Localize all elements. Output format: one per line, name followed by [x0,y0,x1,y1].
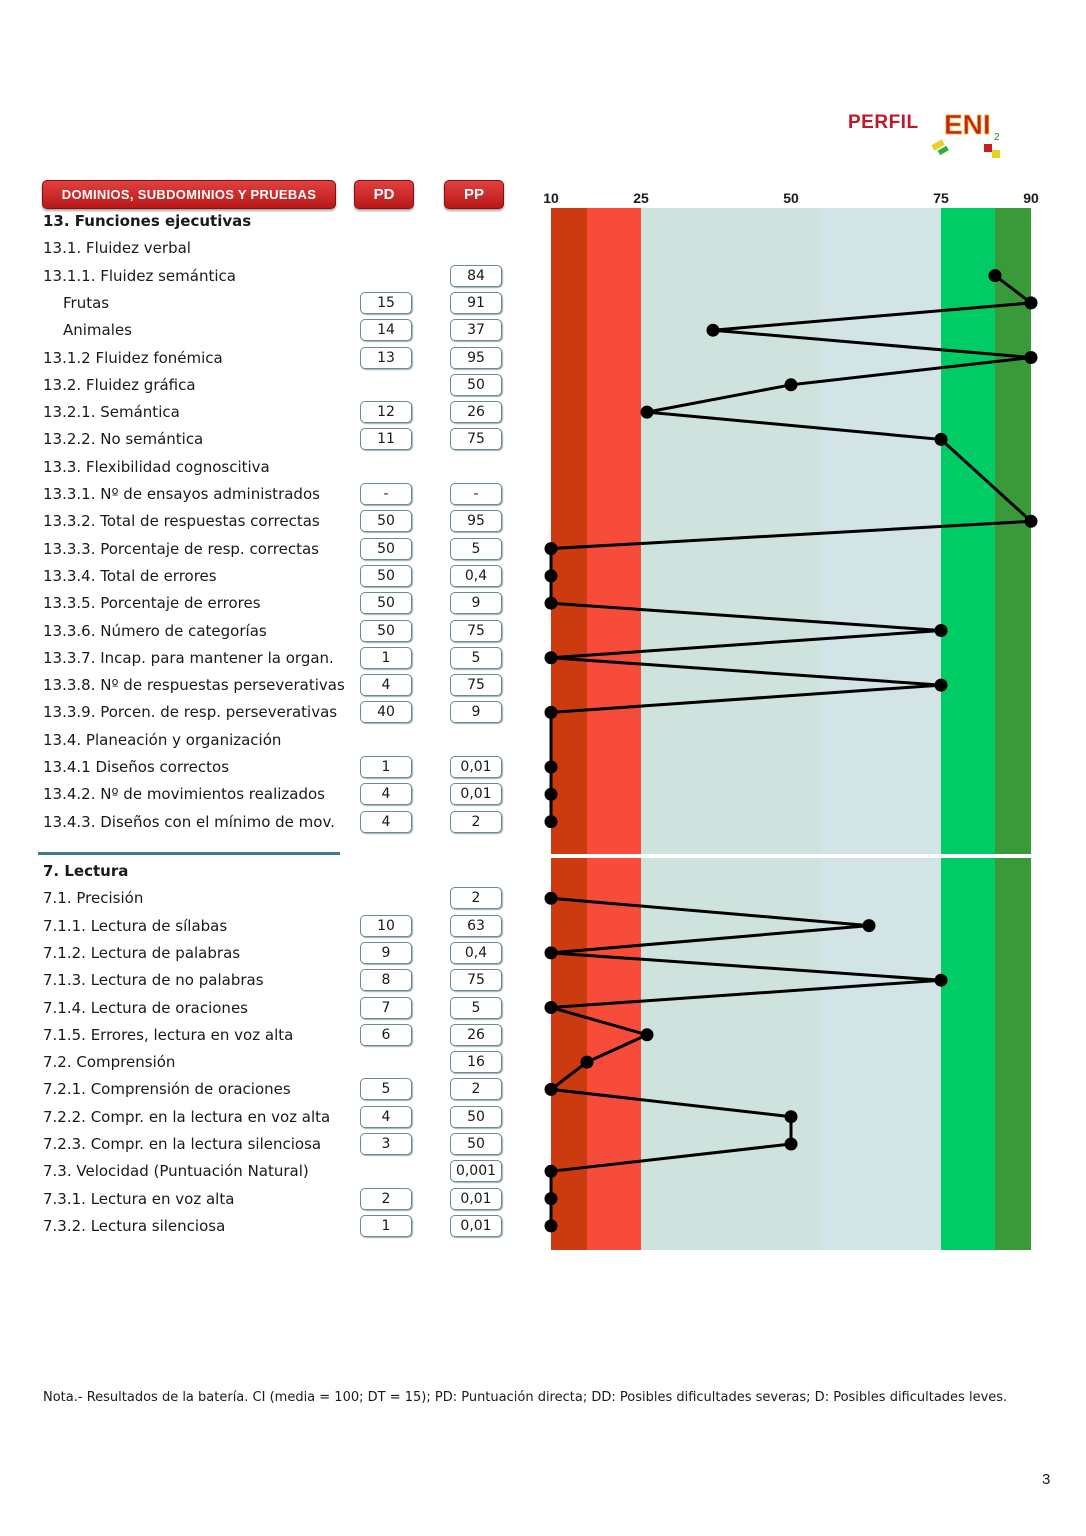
pp-value: 9 [450,592,502,614]
row-label: 7.3.2. Lectura silenciosa [43,1216,226,1235]
row-label: 7. Lectura [43,862,129,880]
pp-value: 75 [450,969,502,991]
pp-value: 26 [450,401,502,423]
pd-value: 5 [360,1078,412,1100]
data-point [545,597,558,610]
pd-value: 8 [360,969,412,991]
row-label: Frutas [63,293,110,312]
footnote: Nota.- Resultados de la batería. CI (media = 100; DT = 15); PD: Puntuación directa; DD: Posibles dificultades severas; D: Posibles dificultades leves. [43,1390,1008,1405]
pp-value: 5 [450,538,502,560]
pd-value: 7 [360,997,412,1019]
pd-value: 40 [360,701,412,723]
data-point [785,1138,798,1151]
pd-value: 50 [360,620,412,642]
row-label: 13.3.3. Porcentaje de resp. correctas [43,539,319,558]
row-label: 7.1. Precisión [43,889,144,908]
data-point [545,651,558,664]
row-label: 7.2.3. Compr. en la lectura silenciosa [43,1135,322,1153]
pd-value: 14 [360,319,412,341]
pp-value: 63 [450,915,502,937]
row-label: 7.1.1. Lectura de sílabas [43,916,228,935]
pp-value: 50 [450,374,502,396]
row-label: 13.3.1. Nº de ensayos administrados [43,485,320,503]
pp-value: 50 [450,1133,502,1155]
pd-value: 12 [360,401,412,423]
pp-value: 26 [450,1024,502,1046]
pp-value: 16 [450,1051,502,1073]
pp-value: 2 [450,811,502,833]
pp-value: 75 [450,428,502,450]
score-band [821,858,941,1250]
pd-value: 4 [360,1106,412,1128]
pp-value: 37 [450,319,502,341]
data-point [545,892,558,905]
data-point [545,1083,558,1096]
header-pd: PD [354,180,414,209]
pd-value: 4 [360,811,412,833]
row-label: 7.2.1. Comprensión de oraciones [43,1080,291,1099]
pd-value: 1 [360,1215,412,1237]
data-point [707,324,720,337]
x-tick-label: 10 [543,190,559,206]
pp-value: 75 [450,620,502,642]
data-point [785,378,798,391]
row-label: 13.2.2. No semántica [43,430,204,449]
x-tick-label: 25 [633,190,649,206]
data-point [545,1192,558,1205]
logo-text: ENI [944,109,991,140]
pp-value: 0,01 [450,1215,502,1237]
score-band [641,208,821,854]
data-point [1025,296,1038,309]
logo-superscript: 2 [994,132,1000,143]
row-label: 7.3.1. Lectura en voz alta [43,1189,235,1208]
pp-value: 5 [450,647,502,669]
data-point [545,569,558,582]
row-label: 13.3.2. Total de respuestas correctas [43,512,320,531]
pd-value: 13 [360,347,412,369]
pp-value: 0,4 [450,942,502,964]
row-label: 7.1.2. Lectura de palabras [43,943,241,962]
score-band [995,858,1031,1250]
pd-value: 10 [360,915,412,937]
data-point [935,624,948,637]
pp-value: 0,01 [450,756,502,778]
row-label: 13.2. Fluidez gráfica [43,375,196,394]
row-label: Animales [63,321,132,340]
x-tick-label: 75 [933,190,949,206]
row-label: 7.1.5. Errores, lectura en voz alta [43,1025,294,1044]
score-band [587,208,641,854]
pp-value: 84 [450,265,502,287]
x-tick-label: 50 [783,190,799,206]
row-label: 7.1.4. Lectura de oraciones [43,998,248,1017]
data-point [641,1028,654,1041]
x-tick-label: 90 [1023,190,1039,206]
data-point [545,1001,558,1014]
data-point [545,815,558,828]
row-label: 13.4.3. Diseños con el mínimo de mov. [43,812,335,831]
header-pp: PP [444,180,504,209]
data-point [545,706,558,719]
pp-value: 0,01 [450,783,502,805]
pp-value: 95 [450,347,502,369]
data-point [545,788,558,801]
row-label: 13.2.1. Semántica [43,403,180,422]
pd-value: 3 [360,1133,412,1155]
pp-value: 91 [450,292,502,314]
row-label: 13.1.2 Fluidez fonémica [43,348,223,367]
perfil-title: PERFIL [848,112,919,133]
page-number: 3 [1042,1471,1051,1488]
pd-value: 50 [360,538,412,560]
row-label: 13.3. Flexibilidad cognoscitiva [43,457,270,476]
data-point [1025,515,1038,528]
pp-value: 0,001 [450,1160,502,1182]
score-band [941,858,995,1250]
data-point [1025,351,1038,364]
pd-value: 2 [360,1188,412,1210]
data-point [641,406,654,419]
row-label: 13.3.7. Incap. para mantener la organ. [43,648,334,667]
score-band [551,858,587,1250]
row-label: 13.3.5. Porcentaje de errores [43,594,261,613]
row-label: 13.3.6. Número de categorías [43,621,267,640]
pd-value: 50 [360,510,412,532]
row-label: 13.1.1. Fluidez semántica [43,266,236,285]
pp-value: 9 [450,701,502,723]
pd-value: 1 [360,756,412,778]
row-label: 13.4. Planeación y organización [43,730,282,749]
row-label: 7.2. Comprensión [43,1053,176,1072]
pp-value: 2 [450,887,502,909]
pd-value: 9 [360,942,412,964]
pd-value: 6 [360,1024,412,1046]
pp-value: - [450,483,502,505]
pd-value: 11 [360,428,412,450]
pp-value: 50 [450,1106,502,1128]
data-point [785,1110,798,1123]
row-label: 7.3. Velocidad (Puntuación Natural) [43,1162,309,1181]
row-label: 7.1.3. Lectura de no palabras [43,971,264,990]
data-point [545,1219,558,1232]
data-point [545,542,558,555]
data-point [935,974,948,987]
pp-value: 2 [450,1078,502,1100]
row-label: 13.4.2. Nº de movimientos realizados [43,785,325,804]
pd-value: 50 [360,565,412,587]
pd-value: 4 [360,783,412,805]
data-point [863,919,876,932]
score-band [941,208,995,854]
pp-value: 5 [450,997,502,1019]
data-point [545,946,558,959]
row-label: 13.3.9. Porcen. de resp. perseverativas [43,703,338,722]
row-label: 13. Funciones ejecutivas [43,212,252,230]
pd-value: - [360,483,412,505]
data-point [545,761,558,774]
pp-value: 0,01 [450,1188,502,1210]
pd-value: 50 [360,592,412,614]
row-label: 13.3.4. Total de errores [43,566,217,585]
score-band [551,208,587,854]
pd-value: 4 [360,674,412,696]
header-domains: DOMINIOS, SUBDOMINIOS Y PRUEBAS [42,180,336,209]
row-label: 13.1. Fluidez verbal [43,239,191,258]
data-point [935,433,948,446]
row-label: 13.4.1 Diseños correctos [43,758,230,776]
data-point [581,1056,594,1069]
pp-value: 95 [450,510,502,532]
data-point [935,679,948,692]
score-band [641,858,821,1250]
data-point [545,1165,558,1178]
row-label: 7.2.2. Compr. en la lectura en voz alta [43,1107,331,1126]
pp-value: 75 [450,674,502,696]
pd-value: 15 [360,292,412,314]
score-band [587,858,641,1250]
pd-value: 1 [360,647,412,669]
data-point [989,269,1002,282]
row-label: 13.3.8. Nº de respuestas perseverativas [43,676,345,695]
pp-value: 0,4 [450,565,502,587]
